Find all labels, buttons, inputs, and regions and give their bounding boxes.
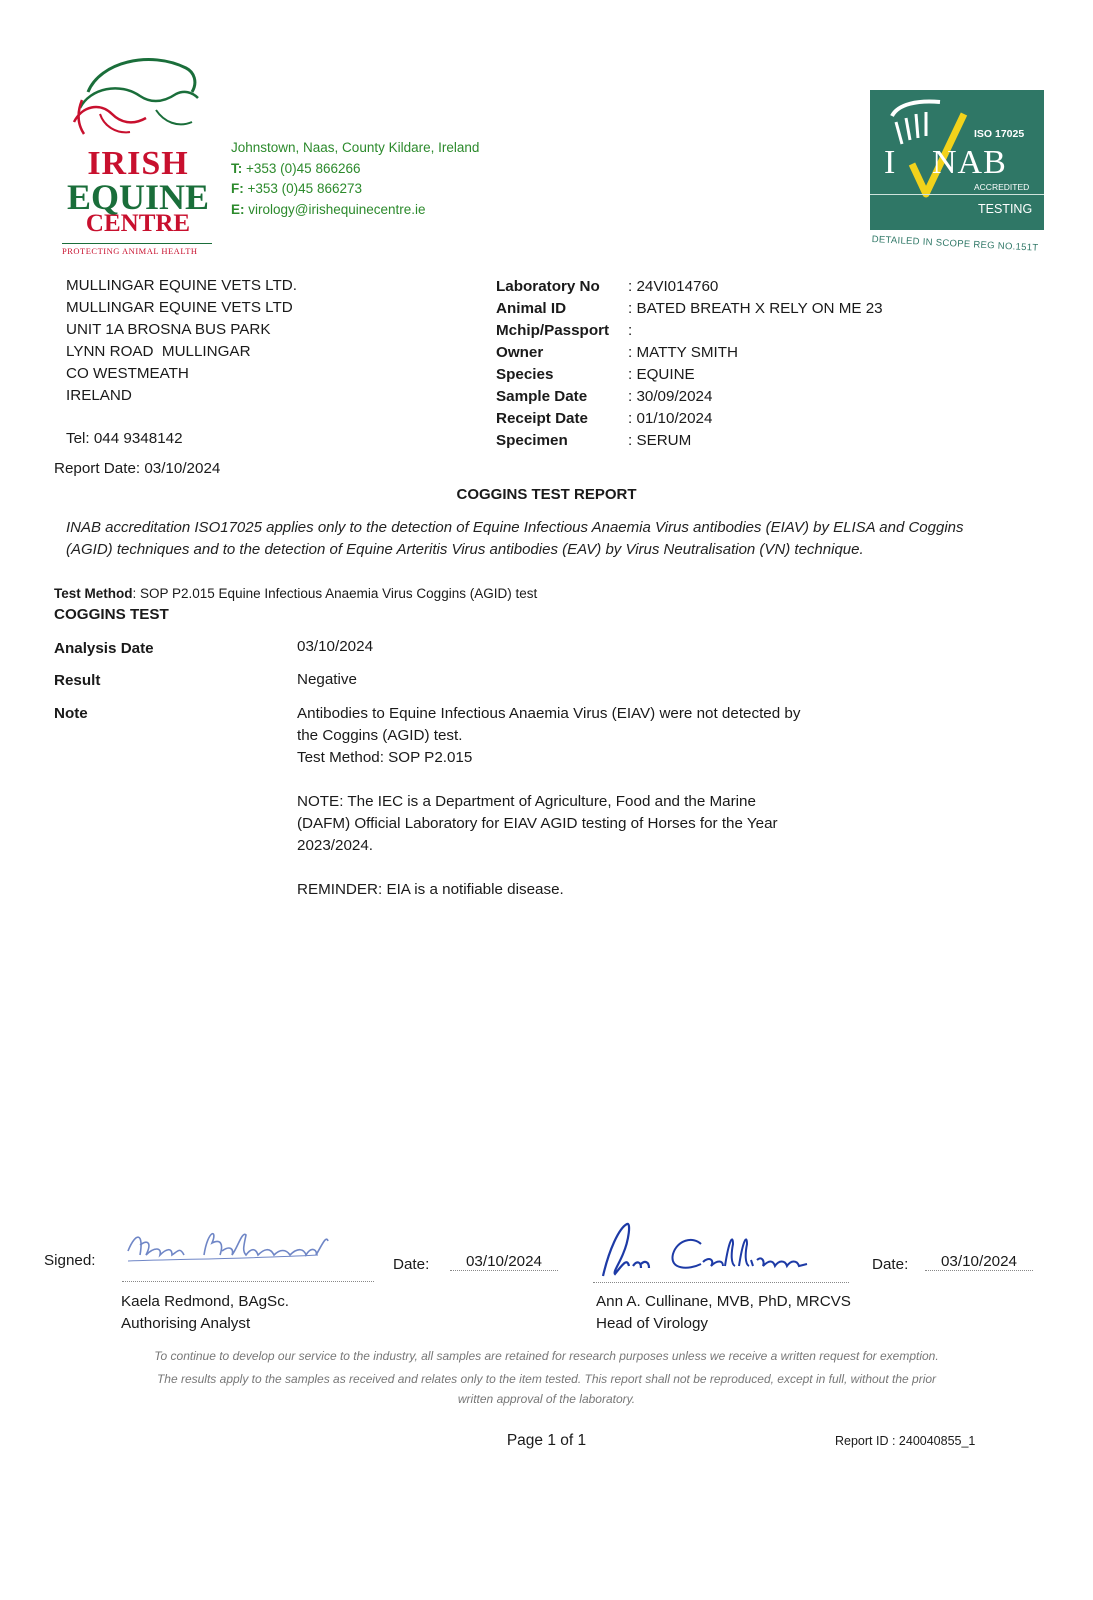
- lab-info-value: : 01/10/2024: [628, 410, 713, 427]
- date-value-right: 03/10/2024: [925, 1253, 1033, 1271]
- phone-label: T:: [231, 160, 243, 176]
- address-line: CO WESTMEATH: [66, 365, 189, 382]
- contact-address: Johnstown, Naas, County Kildare, Ireland: [231, 140, 480, 155]
- recipient-address: [66, 275, 297, 407]
- page-number: Page 1 of 1: [506, 1432, 587, 1449]
- inab-nab: NAB: [932, 144, 1007, 181]
- logo-word-equine: EQUINE: [66, 177, 210, 217]
- lab-info-value: : EQUINE: [628, 366, 695, 383]
- report-title: COGGINS TEST REPORT: [456, 486, 637, 503]
- lab-info-label: Animal ID: [496, 300, 567, 317]
- signatory-left: [121, 1291, 289, 1335]
- inab-letter-i: I: [884, 144, 896, 181]
- inab-accredited: ACCREDITED: [974, 182, 1030, 192]
- contact-fax: [231, 179, 479, 200]
- signatory-name: Ann A. Cullinane, MVB, PhD, MRCVS: [596, 1293, 851, 1310]
- signature-right: [593, 1220, 849, 1283]
- lab-info-value: : 30/09/2024: [628, 388, 713, 405]
- signatory-role: Head of Virology: [596, 1315, 709, 1332]
- address-line: IRELAND: [66, 387, 132, 404]
- address-line: UNIT 1A BROSNA BUS PARK: [66, 321, 271, 338]
- contact-email: [231, 200, 479, 221]
- email-label: E:: [231, 201, 245, 217]
- date-label-left: Date:: [393, 1256, 430, 1273]
- signature-left: [122, 1225, 374, 1282]
- lab-info-row: [496, 298, 883, 320]
- lab-info-row: [496, 408, 883, 430]
- signature-kaela-redmond: [122, 1225, 374, 1275]
- section-title: COGGINS TEST: [54, 606, 169, 623]
- signature-ann-cullinane: [593, 1220, 849, 1280]
- logo-word-centre: CENTRE: [85, 210, 191, 237]
- signed-label: Signed:: [44, 1252, 96, 1269]
- test-method: [54, 586, 537, 601]
- logo-word-irish: IRISH: [87, 145, 189, 182]
- note-paragraph: Antibodies to Equine Infectious Anaemia Virus (EIAV) were not detected by the Coggins (AGID) test. Test Method: SOP P2.015: [297, 705, 801, 766]
- note-body: [297, 703, 800, 923]
- lab-info-value: : 24VI014760: [628, 278, 719, 295]
- irish-equine-centre-logo: [60, 52, 216, 258]
- horse-logo-icon: [60, 52, 216, 144]
- lab-info-label: Laboratory No: [496, 278, 600, 295]
- lab-info-table: [496, 276, 883, 452]
- footer-approval-note: written approval of the laboratory.: [457, 1392, 636, 1406]
- lab-info-label: Species: [496, 366, 554, 383]
- lab-info-value: : SERUM: [628, 432, 692, 449]
- analysis-date-label: Analysis Date: [54, 640, 154, 657]
- result-label: Result: [54, 672, 101, 689]
- lab-info-value: :: [628, 322, 633, 339]
- footer-reproduction-note: The results apply to the samples as received and relates only to the item tested. This report shall not be reproduced, except in full, without the prior: [156, 1372, 937, 1386]
- signatory-name: Kaela Redmond, BAgSc.: [121, 1293, 290, 1310]
- lab-info-row: [496, 430, 883, 452]
- report-date: Report Date: 03/10/2024: [54, 460, 221, 477]
- lab-info-row: [496, 342, 883, 364]
- date-label-right: Date:: [872, 1256, 909, 1273]
- inab-accreditation-badge: [870, 90, 1044, 252]
- lab-info-label: Receipt Date: [496, 410, 589, 427]
- fax-value: +353 (0)45 866273: [247, 181, 362, 196]
- address-line: MULLINGAR EQUINE VETS LTD.: [66, 277, 297, 294]
- note-paragraph: REMINDER: EIA is a notifiable disease.: [297, 881, 564, 898]
- lab-info-value: : MATTY SMITH: [628, 344, 738, 361]
- lab-info-label: Sample Date: [496, 388, 588, 405]
- email-value: virology@irishequinecentre.ie: [248, 201, 426, 217]
- lab-info-row: [496, 386, 883, 408]
- lab-info-label: Mchip/Passport: [496, 322, 610, 339]
- lab-info-label: Specimen: [496, 432, 568, 449]
- analysis-date-value: 03/10/2024: [297, 638, 374, 655]
- fax-label: F:: [231, 181, 244, 196]
- inab-divider: [870, 194, 1044, 195]
- phone-value: +353 (0)45 866266: [246, 160, 361, 176]
- accreditation-disclaimer: INAB accreditation ISO17025 applies only to the detection of Equine Infectious Anaemia Virus antibodies (EIAV) by ELISA and Coggins (AGID) techniques and to the detection of Equine Arteritis Virus antibodies (EAV) by Virus Neutralisation (VN) technique.: [66, 519, 964, 558]
- lab-info-row: [496, 364, 883, 386]
- test-method-label: Test Method: [54, 586, 133, 601]
- note-label: Note: [54, 705, 88, 722]
- test-method-value: : SOP P2.015 Equine Infectious Anaemia Virus Coggins (AGID) test: [132, 586, 538, 601]
- inab-testing: TESTING: [978, 202, 1033, 216]
- report-id: Report ID : 240040855_1: [835, 1434, 976, 1448]
- result-value: Negative: [297, 671, 357, 688]
- contact-block: [231, 138, 479, 220]
- contact-phone: [231, 159, 479, 180]
- signatory-role: Authorising Analyst: [121, 1315, 251, 1332]
- date-value-left: 03/10/2024: [450, 1253, 558, 1271]
- lab-info-value: : BATED BREATH X RELY ON ME 23: [628, 300, 883, 317]
- note-paragraph: NOTE: The IEC is a Department of Agriculture, Food and the Marine (DAFM) Official Laboratory for EIAV AGID testing of Horses for the Year 2023/2024.: [297, 793, 778, 854]
- footer-retention-note: To continue to develop our service to the industry, all samples are retained for research purposes unless we receive a written request for exemption.: [154, 1349, 939, 1363]
- lab-info-row: [496, 276, 883, 298]
- inab-scope-text: DETAILED IN SCOPE REG NO.151T: [871, 234, 1039, 254]
- lab-info-row: [496, 320, 883, 342]
- signatory-right: [596, 1291, 851, 1335]
- logo-tagline: PROTECTING ANIMAL HEALTH: [62, 243, 212, 256]
- inab-iso: ISO 17025: [974, 128, 1025, 140]
- lab-info-label: Owner: [496, 344, 544, 361]
- recipient-tel: Tel: 044 9348142: [66, 430, 183, 447]
- address-line: MULLINGAR EQUINE VETS LTD: [66, 299, 293, 316]
- address-line: LYNN ROAD MULLINGAR: [66, 343, 251, 360]
